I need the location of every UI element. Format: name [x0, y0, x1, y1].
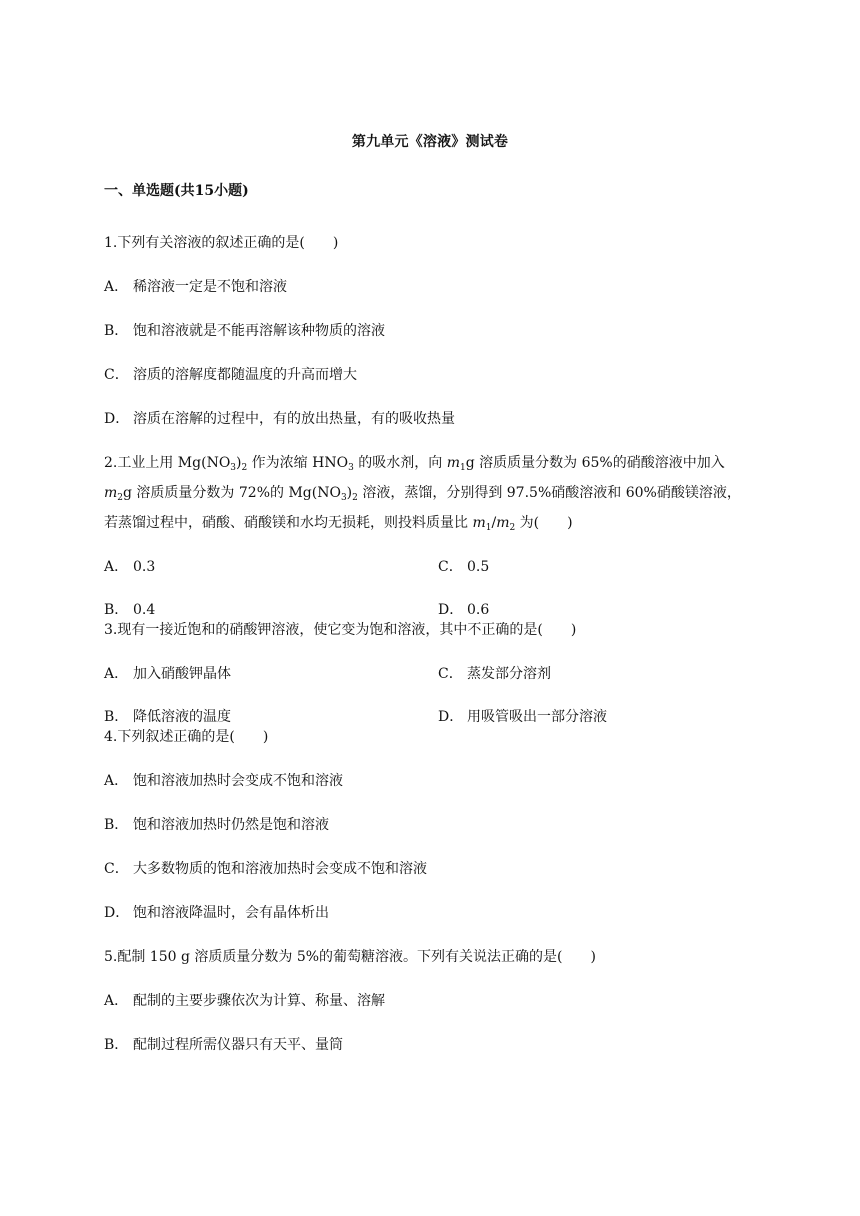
question-5-stem: 5.配制 150 g 溶质质量分数为 5%的葡萄糖溶液。下列有关说法正确的是( ) [104, 949, 596, 965]
option-text: 溶质的溶解度都随温度的升高而增大 [133, 367, 357, 383]
option-text: 溶质在溶解的过程中，有的放出热量，有的吸收热量 [133, 411, 455, 427]
stem-text: g 溶质质量分数为 72%的 Mg(NO [123, 485, 341, 501]
option-label: C． [104, 861, 129, 877]
question-4-option-b [104, 814, 329, 834]
option-text: 配制的主要步骤依次为计算、称量、溶解 [133, 993, 385, 1009]
subscript: 2 [509, 523, 516, 533]
question-3-stem: 3.现有一接近饱和的硝酸钾溶液，使它变为饱和溶液，其中不正确的是( ) [104, 622, 577, 638]
option-text: 0.6 [467, 602, 490, 618]
subscript: 1 [460, 463, 466, 473]
option-text: 0.3 [133, 559, 156, 575]
question-2-option-c [438, 556, 489, 576]
option-text: 饱和溶液降温时，会有晶体析出 [133, 905, 329, 921]
option-label: A． [104, 559, 129, 575]
option-label: D． [104, 905, 130, 921]
question-3-option-a [104, 663, 231, 683]
option-text: 饱和溶液加热时仍然是饱和溶液 [133, 817, 329, 833]
question-1-option-a [104, 276, 287, 296]
question-2-option-a [104, 556, 155, 576]
question-2-stem-line-3 [104, 512, 573, 532]
stem-text: 若蒸馏过程中，硝酸、硝酸镁和水均无损耗，则投料质量比 [104, 515, 473, 531]
option-text: 用吸管吸出一部分溶液 [467, 709, 607, 725]
option-label: D． [104, 411, 130, 427]
stem-text: 溶液，蒸馏，分别得到 97.5%硝酸溶液和 60%硝酸镁溶液， [357, 485, 741, 501]
question-4-option-d [104, 902, 329, 922]
question-2-stem-line-1 [104, 452, 725, 472]
option-label: B． [104, 602, 129, 618]
option-text: 稀溶液一定是不饱和溶液 [133, 279, 287, 295]
question-5-option-a [104, 990, 385, 1010]
question-4-stem: 4.下列叙述正确的是( ) [104, 729, 269, 745]
question-4-option-c [104, 858, 427, 878]
option-text: 饱和溶液加热时会变成不饱和溶液 [133, 773, 343, 789]
question-4-option-a [104, 770, 343, 790]
option-text: 0.4 [133, 602, 156, 618]
subscript: 2 [241, 463, 248, 473]
option-label: A． [104, 666, 129, 682]
subscript: 3 [348, 463, 354, 473]
stem-text: 作为浓缩 HNO [247, 455, 349, 471]
option-label: B． [104, 817, 129, 833]
question-2-option-d [438, 599, 489, 619]
variable-m: m [446, 455, 460, 471]
question-2-stem-line-2 [104, 482, 741, 502]
variable-m: m [104, 485, 118, 501]
option-label: A． [104, 993, 129, 1009]
question-1-stem: 1.下列有关溶液的叙述正确的是( ) [104, 235, 339, 251]
option-text: 降低溶液的温度 [133, 709, 231, 725]
option-label: B． [104, 1037, 129, 1053]
section-heading: 一、单选题(共15小题) [104, 183, 249, 199]
stem-text: 2.工业上用 Mg(NO [104, 455, 231, 471]
option-label: B． [104, 323, 129, 339]
question-1-option-c [104, 364, 357, 384]
subscript: 2 [352, 493, 358, 503]
stem-text: 的吸水剂，向 [353, 455, 447, 471]
question-5-option-b [104, 1034, 343, 1054]
variable-m: m [472, 515, 486, 531]
option-text: 配制过程所需仪器只有天平、量筒 [133, 1037, 343, 1053]
option-label: C． [438, 666, 463, 682]
option-label: C． [438, 559, 463, 575]
option-label: D． [438, 602, 464, 618]
option-label: A． [104, 279, 129, 295]
option-text: 0.5 [467, 559, 490, 575]
option-label: D． [438, 709, 464, 725]
stem-text: / [491, 515, 497, 531]
stem-text: ) [346, 485, 353, 501]
question-3-option-c [438, 663, 551, 683]
option-text: 饱和溶液就是不能再溶解该种物质的溶液 [133, 323, 385, 339]
option-text: 蒸发部分溶剂 [467, 666, 551, 682]
option-label: C． [104, 367, 129, 383]
option-label: A． [104, 773, 129, 789]
variable-m: m [496, 515, 510, 531]
question-3-option-b [104, 706, 231, 726]
option-text: 大多数物质的饱和溶液加热时会变成不饱和溶液 [133, 861, 427, 877]
subscript: 1 [485, 523, 492, 533]
option-label: B． [104, 709, 129, 725]
page-title: 第九单元《溶液》测试卷 [351, 134, 509, 150]
stem-text: g 溶质质量分数为 65%的硝酸溶液中加入 [465, 455, 725, 471]
question-3-option-d [438, 706, 607, 726]
question-1-option-d [104, 408, 455, 428]
subscript: 3 [230, 463, 237, 473]
stem-text: 为( ) [515, 515, 573, 531]
question-1-option-b [104, 320, 385, 340]
option-text: 加入硝酸钾晶体 [133, 666, 231, 682]
subscript: 3 [340, 493, 347, 503]
subscript: 2 [117, 493, 124, 503]
stem-text: ) [236, 455, 242, 471]
question-2-option-b [104, 599, 155, 619]
